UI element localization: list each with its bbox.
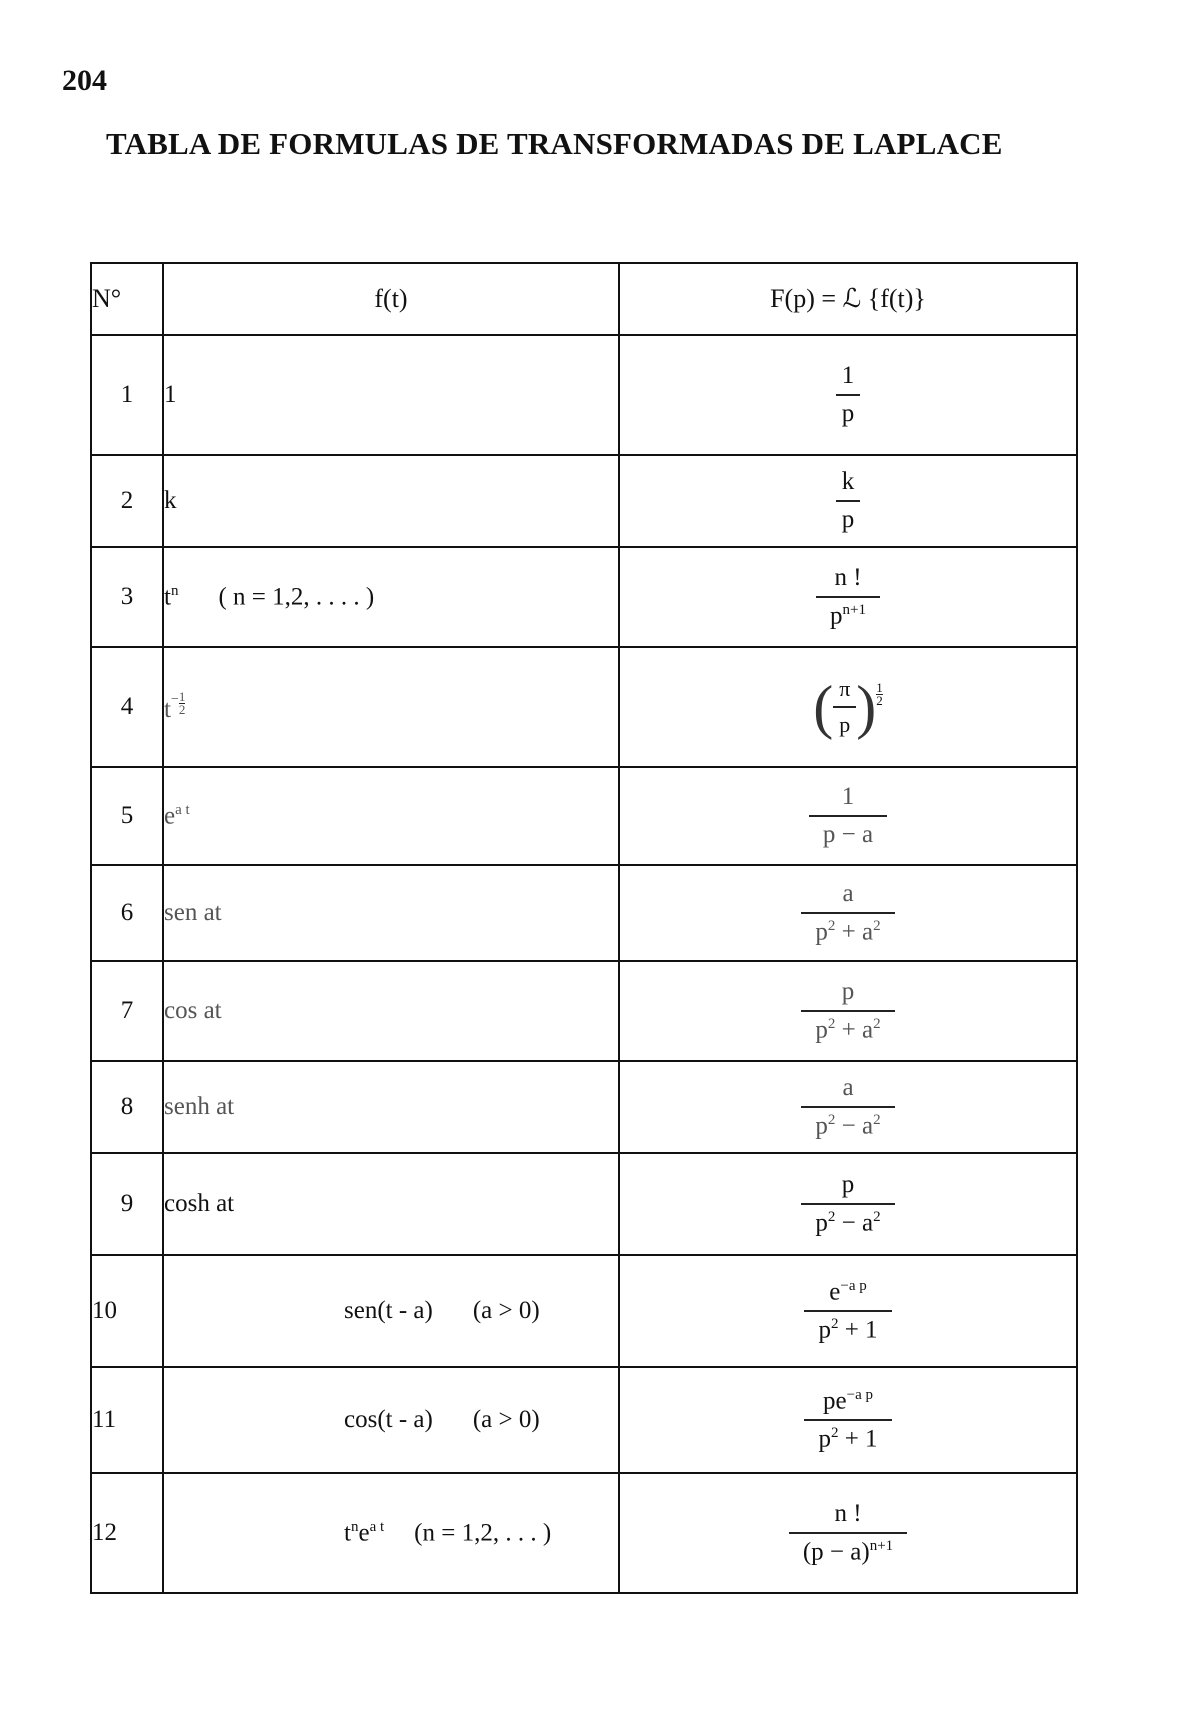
transform-cell <box>619 1473 1077 1593</box>
table-row <box>91 455 1077 547</box>
fraction <box>804 1278 891 1345</box>
function-exponent: a t <box>175 801 190 818</box>
transform-cell <box>619 335 1077 455</box>
function-cell: cos at <box>163 961 619 1061</box>
function-cell: 1 <box>163 335 619 455</box>
numerator: p <box>841 1170 855 1198</box>
transform-cell <box>619 455 1077 547</box>
transform-cell <box>619 1255 1077 1367</box>
function-cell: cosh at <box>163 1153 619 1255</box>
function-condition: ( n = 1,2, . . . . ) <box>218 583 375 611</box>
table-row <box>91 767 1077 865</box>
transform-cell <box>619 961 1077 1061</box>
page-number: 204 <box>62 64 107 97</box>
fraction <box>801 1074 894 1140</box>
fraction <box>801 978 894 1044</box>
numerator: n ! <box>834 1499 862 1527</box>
parenthesized-fraction: ( $\frac{\pi}{p}$ ) $\frac{1}{2}$ <box>813 674 883 740</box>
function-condition: (n = 1,2, . . . ) <box>414 1519 552 1547</box>
row-number: 12 <box>91 1473 163 1593</box>
function-cell: t− $\frac{1}{2}$ <box>163 647 619 767</box>
numerator: $pe^{-a p}$ <box>823 1386 873 1414</box>
transform-cell <box>619 1367 1077 1473</box>
row-number: 7 <box>91 961 163 1061</box>
denominator: $p^2 - a^2$ <box>801 1106 894 1140</box>
function-base: t <box>164 695 171 723</box>
fraction <box>801 880 894 946</box>
denominator: $p^2 + a^2$ <box>801 1010 894 1044</box>
row-number: 10 <box>91 1255 163 1367</box>
denominator: p <box>833 706 856 738</box>
numerator: π <box>839 676 851 701</box>
fraction <box>804 1387 891 1454</box>
table-row <box>91 865 1077 961</box>
function-cell <box>163 547 619 647</box>
table-row <box>91 1367 1077 1473</box>
function-condition: (a > 0) <box>472 1406 540 1433</box>
numerator: $e^{-a p}$ <box>829 1277 867 1305</box>
laplace-transform-table <box>90 262 1078 1594</box>
fraction <box>789 1500 907 1566</box>
fraction <box>836 362 861 428</box>
fraction <box>816 564 880 630</box>
denominator: $p^2 + 1$ <box>804 1310 891 1344</box>
function-exponent: n <box>170 582 179 599</box>
table-row <box>91 335 1077 455</box>
table-row <box>91 1255 1077 1367</box>
row-number: 3 <box>91 547 163 647</box>
row-number: 5 <box>91 767 163 865</box>
table-row <box>91 1061 1077 1153</box>
function-base: e <box>164 802 176 830</box>
transform-cell <box>619 1061 1077 1153</box>
function-cell: sen at <box>163 865 619 961</box>
denominator: p <box>836 394 861 428</box>
header-laplace-transform: F(p) = ℒ {f(t)} <box>619 263 1077 335</box>
denominator: $(p - a)^{n+1}$ <box>789 1532 907 1566</box>
row-number: 8 <box>91 1061 163 1153</box>
transform-cell <box>619 865 1077 961</box>
fraction <box>833 676 856 738</box>
row-number: 1 <box>91 335 163 455</box>
denominator: $p^2 + a^2$ <box>801 912 894 946</box>
transform-cell <box>619 547 1077 647</box>
function-cell <box>163 1255 619 1367</box>
transform-cell <box>619 647 1077 767</box>
numerator: 1 <box>841 362 855 389</box>
denominator: p <box>836 500 861 534</box>
table-row <box>91 1153 1077 1255</box>
numerator: a <box>842 1073 854 1101</box>
numerator: n ! <box>834 563 862 591</box>
row-number: 6 <box>91 865 163 961</box>
table-header-row <box>91 263 1077 335</box>
function-condition: (a > 0) <box>472 1297 540 1324</box>
fraction <box>809 783 887 849</box>
table-row <box>91 1473 1077 1593</box>
function-exponent-fraction: $\frac{1}{2}$ <box>178 688 186 717</box>
denominator: $p^2 + 1$ <box>804 1419 891 1453</box>
header-f-of-t: f(t) <box>163 263 619 335</box>
numerator: k <box>841 468 855 495</box>
fraction <box>801 1171 894 1237</box>
function-cell <box>163 767 619 865</box>
header-number: N° <box>91 263 163 335</box>
table-row <box>91 547 1077 647</box>
row-number: 4 <box>91 647 163 767</box>
exponent-fraction: $\frac{1}{2}$ <box>876 680 883 708</box>
function-cell: k <box>163 455 619 547</box>
table-row <box>91 961 1077 1061</box>
table-row <box>91 647 1077 767</box>
numerator: p <box>841 977 855 1005</box>
row-number: 11 <box>91 1367 163 1473</box>
fraction <box>836 468 861 534</box>
numerator: a <box>842 879 854 907</box>
function-cell: senh at <box>163 1061 619 1153</box>
function-base: t <box>164 583 171 611</box>
transform-cell <box>619 1153 1077 1255</box>
function-cell: $t^ne^{a t}$ (n = 1,2, . . . ) <box>163 1473 619 1593</box>
transform-cell <box>619 767 1077 865</box>
denominator: $p^{n+1}$ <box>816 596 880 630</box>
function-expression: cos(t - a) <box>344 1406 433 1433</box>
denominator: $p^2 - a^2$ <box>801 1203 894 1237</box>
numerator: 1 <box>841 783 855 810</box>
page-title: TABLA DE FORMULAS DE TRANSFORMADAS DE LAPLACE <box>106 126 1003 161</box>
denominator: p − a <box>809 815 887 849</box>
row-number: 9 <box>91 1153 163 1255</box>
function-expression: sen(t - a) <box>344 1297 433 1324</box>
row-number: 2 <box>91 455 163 547</box>
function-cell <box>163 1367 619 1473</box>
